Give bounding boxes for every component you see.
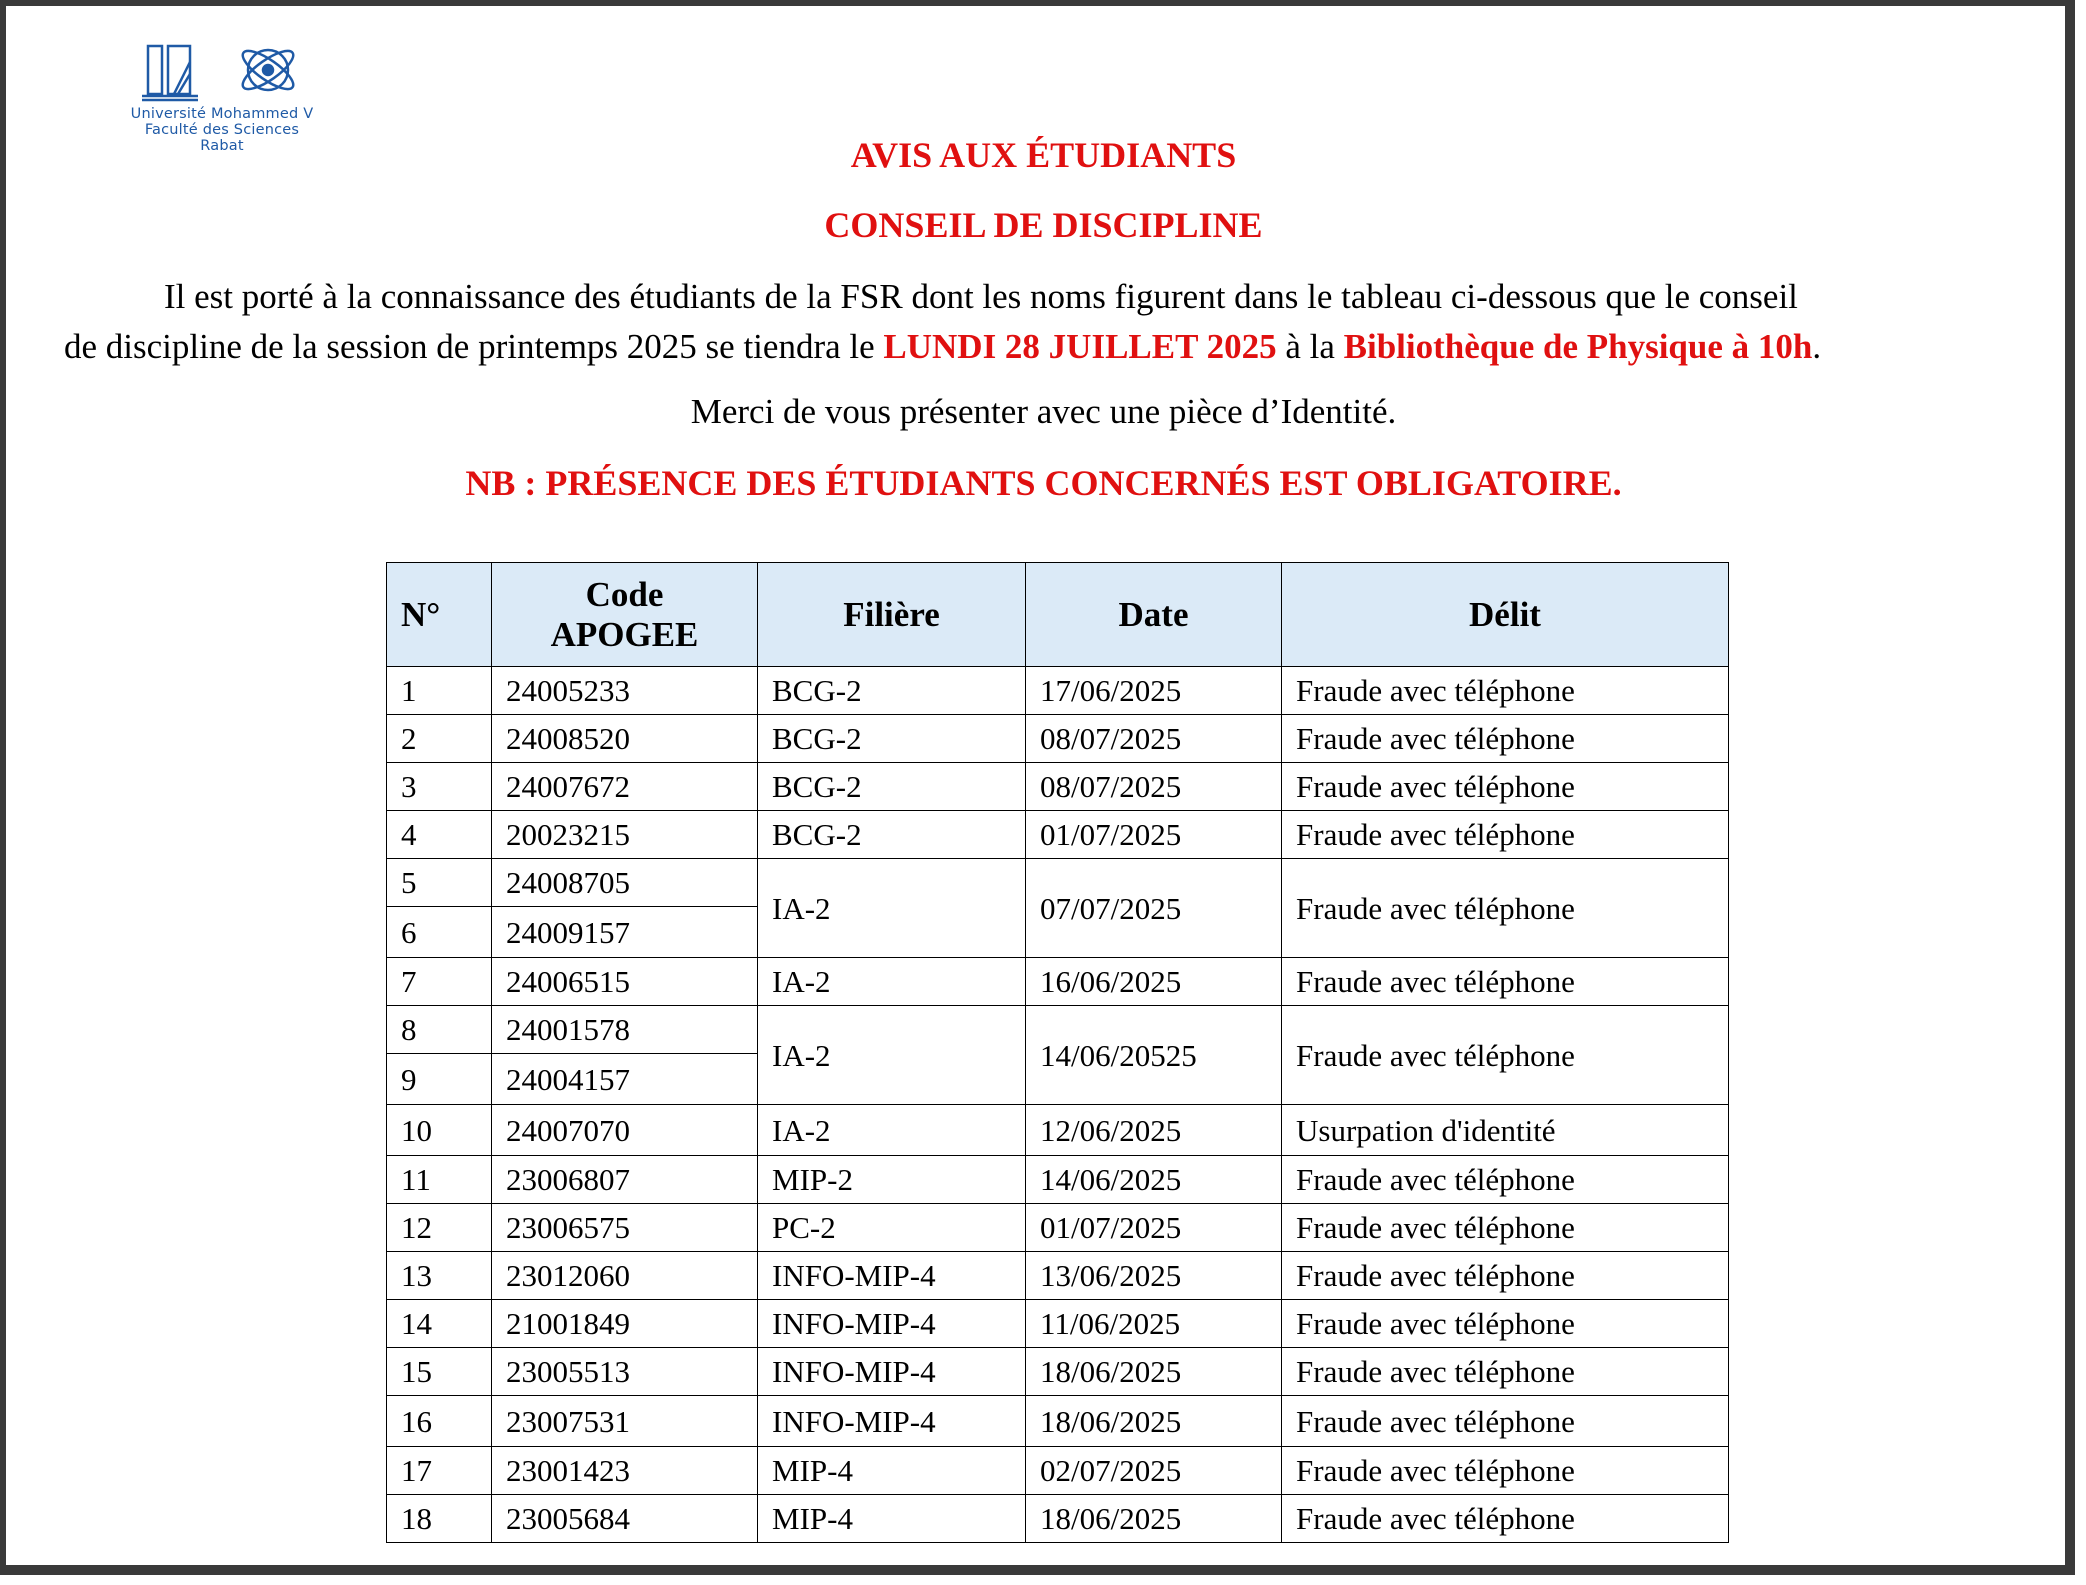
cell-code: 24001578 [492,1006,758,1054]
cell-delit: Fraude avec téléphone [1282,1447,1729,1495]
students-table [386,562,1729,1543]
cell-delit: Fraude avec téléphone [1282,1348,1729,1396]
header-code-line2: APOGEE [550,614,699,654]
cell-num: 2 [387,715,492,763]
cell-date: 14/06/20525 [1026,1006,1282,1105]
cell-code: 24008705 [492,859,758,907]
cell-date: 17/06/2025 [1026,667,1282,715]
cell-filiere: MIP-2 [758,1156,1026,1204]
table-header-row [387,563,1729,667]
cell-num: 18 [387,1495,492,1543]
cell-date: 12/06/2025 [1026,1105,1282,1156]
table-row [387,1204,1729,1252]
cell-delit: Fraude avec téléphone [1282,1495,1729,1543]
cell-date: 16/06/2025 [1026,958,1282,1006]
cell-code: 23012060 [492,1252,758,1300]
table-row [387,1348,1729,1396]
header-filiere: Filière [758,563,1026,667]
cell-date: 08/07/2025 [1026,763,1282,811]
cell-date: 02/07/2025 [1026,1447,1282,1495]
cell-delit: Fraude avec téléphone [1282,1252,1729,1300]
cell-delit: Fraude avec téléphone [1282,859,1729,958]
cell-num: 11 [387,1156,492,1204]
cell-num: 12 [387,1204,492,1252]
cell-delit: Fraude avec téléphone [1282,958,1729,1006]
cell-num: 10 [387,1105,492,1156]
table-row [387,1300,1729,1348]
cell-code: 24004157 [492,1054,758,1105]
cell-delit: Fraude avec téléphone [1282,1006,1729,1105]
cell-filiere: IA-2 [758,958,1026,1006]
cell-date: 18/06/2025 [1026,1396,1282,1447]
cell-date: 13/06/2025 [1026,1252,1282,1300]
table-row [387,715,1729,763]
cell-num: 17 [387,1447,492,1495]
cell-date: 18/06/2025 [1026,1348,1282,1396]
cell-date: 14/06/2025 [1026,1156,1282,1204]
cell-code: 23006575 [492,1204,758,1252]
paragraph-line-2 [64,322,2024,372]
cell-date: 08/07/2025 [1026,715,1282,763]
cell-filiere: MIP-4 [758,1447,1026,1495]
table-row [387,1105,1729,1156]
header-num: N° [387,563,492,667]
cell-code: 23007531 [492,1396,758,1447]
cell-num: 4 [387,811,492,859]
id-reminder: Merci de vous présenter avec une pièce d’Identité. [690,392,1397,431]
table-row [387,1447,1729,1495]
meeting-place: Bibliothèque de Physique à 10h [1343,327,1813,366]
paragraph-text-a: de discipline de la session de printemps 2025 se tiendra le [64,327,884,366]
cell-filiere: BCG-2 [758,811,1026,859]
cell-code: 24005233 [492,667,758,715]
cell-delit: Usurpation d'identité [1282,1105,1729,1156]
cell-num: 15 [387,1348,492,1396]
university-emblem-icon [142,40,312,106]
cell-code: 20023215 [492,811,758,859]
cell-filiere: INFO-MIP-4 [758,1396,1026,1447]
cell-code: 23006807 [492,1156,758,1204]
cell-code: 23005513 [492,1348,758,1396]
cell-num: 1 [387,667,492,715]
cell-delit: Fraude avec téléphone [1282,1300,1729,1348]
cell-delit: Fraude avec téléphone [1282,763,1729,811]
cell-filiere: INFO-MIP-4 [758,1252,1026,1300]
cell-filiere: IA-2 [758,1006,1026,1105]
cell-date: 11/06/2025 [1026,1300,1282,1348]
cell-code: 21001849 [492,1300,758,1348]
cell-num: 13 [387,1252,492,1300]
cell-delit: Fraude avec téléphone [1282,667,1729,715]
cell-num: 7 [387,958,492,1006]
cell-num: 6 [387,907,492,958]
paragraph-text-b: à la [1276,327,1344,366]
cell-filiere: IA-2 [758,859,1026,958]
cell-date: 01/07/2025 [1026,811,1282,859]
cell-num: 3 [387,763,492,811]
header-code [492,563,758,667]
cell-date: 01/07/2025 [1026,1204,1282,1252]
cell-filiere: BCG-2 [758,667,1026,715]
cell-delit: Fraude avec téléphone [1282,715,1729,763]
cell-code: 24008520 [492,715,758,763]
header-date: Date [1026,563,1282,667]
table-row [387,763,1729,811]
paragraph-text-c: . [1812,327,1822,366]
cell-code: 23005684 [492,1495,758,1543]
cell-delit: Fraude avec téléphone [1282,1204,1729,1252]
cell-code: 24006515 [492,958,758,1006]
cell-num: 14 [387,1300,492,1348]
table-row [387,1252,1729,1300]
cell-num: 9 [387,1054,492,1105]
table-row [387,859,1729,907]
table-row [387,1396,1729,1447]
notice-paragraph [64,272,2024,372]
header-delit: Délit [1282,563,1729,667]
cell-filiere: INFO-MIP-4 [758,1348,1026,1396]
logo-line-1: Université Mohammed V [130,106,314,122]
cell-filiere: IA-2 [758,1105,1026,1156]
logo-line-3: Rabat [200,138,244,154]
cell-delit: Fraude avec téléphone [1282,811,1729,859]
header-code-line1: Code [585,574,664,614]
cell-code: 24007070 [492,1105,758,1156]
table-row [387,1006,1729,1054]
cell-filiere: BCG-2 [758,763,1026,811]
cell-date: 07/07/2025 [1026,859,1282,958]
notice-title: AVIS AUX ÉTUDIANTS [850,135,1237,175]
paragraph-line-1: Il est porté à la connaissance des étudiants de la FSR dont les noms figurent dans le tableau ci-dessous que le conseil [164,277,1798,316]
cell-filiere: INFO-MIP-4 [758,1300,1026,1348]
cell-delit: Fraude avec téléphone [1282,1156,1729,1204]
cell-num: 16 [387,1396,492,1447]
notice-subtitle: CONSEIL DE DISCIPLINE [824,205,1263,245]
meeting-date: LUNDI 28 JUILLET 2025 [883,327,1277,366]
cell-code: 23001423 [492,1447,758,1495]
cell-delit: Fraude avec téléphone [1282,1396,1729,1447]
cell-date: 18/06/2025 [1026,1495,1282,1543]
logo-line-2: Faculté des Sciences [144,122,300,138]
cell-num: 8 [387,1006,492,1054]
cell-filiere: PC-2 [758,1204,1026,1252]
cell-num: 5 [387,859,492,907]
cell-filiere: BCG-2 [758,715,1026,763]
table-row [387,667,1729,715]
cell-code: 24009157 [492,907,758,958]
cell-code: 24007672 [492,763,758,811]
table-row [387,811,1729,859]
cell-filiere: MIP-4 [758,1495,1026,1543]
table-row [387,1156,1729,1204]
attendance-note: NB : PRÉSENCE DES ÉTUDIANTS CONCERNÉS EST OBLIGATOIRE. [465,463,1622,503]
table-row [387,1495,1729,1543]
table-row [387,958,1729,1006]
